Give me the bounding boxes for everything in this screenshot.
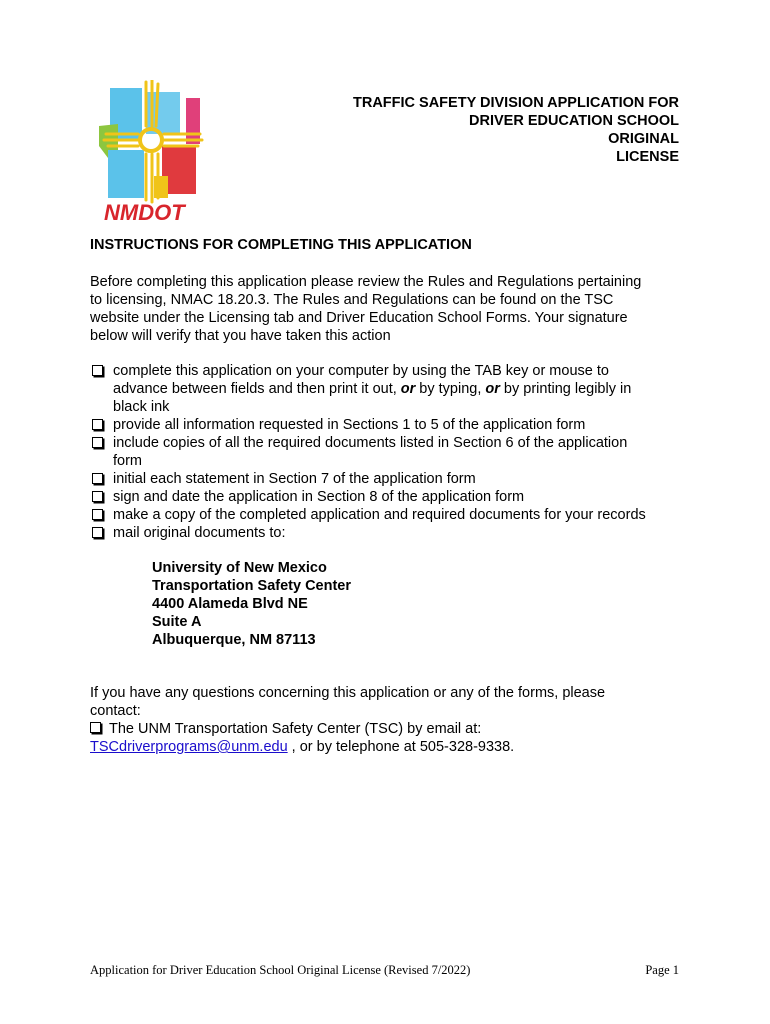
item-5-text: sign and date the application in Section 8 of the application form (113, 489, 525, 505)
checkbox-icon (92, 437, 103, 448)
checkbox-icon (92, 527, 103, 538)
page-number: Page 1 (645, 963, 679, 977)
item-2-text: provide all information requested in Sections 1 to 5 of the application form (113, 417, 586, 433)
item-7-text: mail original documents to: (113, 525, 286, 541)
checkbox-icon (90, 722, 101, 733)
emphasis-or: or (400, 381, 416, 397)
item-1-line-2 (113, 380, 690, 398)
contact-line-4 (90, 738, 690, 756)
list-item (90, 362, 690, 416)
checkbox-icon (92, 419, 103, 430)
intro-line-1: Before completing this application please review the Rules and Regulations pertaining (90, 274, 642, 290)
item-1-line-1: complete this application on your computer by using the TAB key or mouse to (113, 363, 609, 379)
intro-line-2: to licensing, NMAC 18.20.3. The Rules and Regulations can be found on the TSC (90, 292, 614, 308)
instructions-checklist (90, 362, 690, 542)
list-item (90, 434, 690, 470)
item-6-text: make a copy of the completed application and required documents for your records (113, 507, 646, 523)
contact-line-2: contact: (90, 703, 141, 719)
document-title (353, 94, 679, 166)
instructions-heading: INSTRUCTIONS FOR COMPLETING THIS APPLICATION (90, 237, 472, 253)
nmdot-logo (96, 80, 206, 225)
address-line-3: 4400 Alameda Blvd NE (152, 596, 308, 612)
address-line-1: University of New Mexico (152, 560, 327, 576)
title-line-2: DRIVER EDUCATION SCHOOL (469, 113, 679, 129)
title-line-3: ORIGINAL (608, 131, 679, 147)
checkbox-icon (92, 509, 103, 520)
contact-tsc-text: The UNM Transportation Safety Center (TSC) by email at: (109, 721, 482, 737)
list-item (90, 416, 690, 434)
list-item (90, 506, 690, 524)
title-line-4: LICENSE (616, 149, 679, 165)
checkbox-icon (92, 473, 103, 484)
list-item (90, 488, 690, 506)
emphasis-or: or (485, 381, 500, 397)
email-link[interactable]: TSCdriverprograms@unm.edu (90, 739, 288, 755)
address-line-2: Transportation Safety Center (152, 578, 352, 594)
list-item (90, 470, 690, 488)
contact-phone-text: , or by telephone at 505-328-9338. (287, 739, 515, 755)
address-line-5: Albuquerque, NM 87113 (152, 632, 316, 648)
contact-line-1: If you have any questions concerning this application or any of the forms, please (90, 685, 606, 701)
logo-text: NMDOT (104, 200, 185, 225)
item-1-line-3: black ink (113, 399, 170, 415)
checkbox-icon (92, 365, 103, 376)
checkbox-icon (92, 491, 103, 502)
contact-section (90, 684, 690, 756)
item-4-text: initial each statement in Section 7 of the application form (113, 471, 476, 487)
address-line-4: Suite A (152, 614, 202, 630)
intro-paragraph (90, 273, 690, 345)
title-line-1: TRAFFIC SAFETY DIVISION APPLICATION FOR (353, 95, 679, 111)
intro-line-3: website under the Licensing tab and Driver Education School Forms. Your signature (90, 310, 628, 326)
list-item (90, 524, 690, 542)
item-3-line-2: form (113, 453, 142, 469)
intro-line-4: below will verify that you have taken this action (90, 328, 391, 344)
item-1-text-c: by printing legibly in (499, 381, 632, 397)
item-1-text-a: advance between fields and then print it out, (113, 381, 401, 397)
contact-line-3 (90, 720, 690, 738)
item-3-line-1: include copies of all the required documents listed in Section 6 of the application (113, 435, 628, 451)
item-1-text-b: by typing, (415, 381, 486, 397)
footer-document-name: Application for Driver Education School Original License (Revised 7/2022) (90, 963, 471, 977)
mailing-address (152, 559, 351, 649)
